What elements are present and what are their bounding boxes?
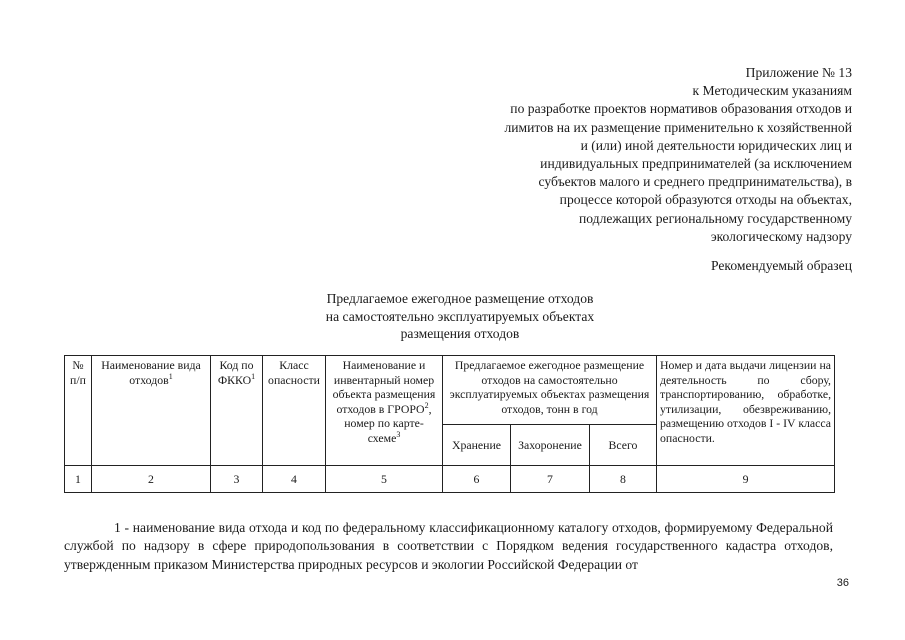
col-header-waste-name-text: Наименование вида отходов (101, 358, 201, 387)
column-number: 7 (511, 466, 590, 493)
column-number: 4 (263, 466, 326, 493)
column-number: 8 (590, 466, 657, 493)
column-number: 2 (92, 466, 211, 493)
header-line: Приложение № 13 (745, 65, 852, 80)
col-header-fkko-code-text: Код по ФККО (217, 358, 254, 387)
column-number: 6 (443, 466, 511, 493)
header-line: и (или) иной деятельности юридических лиц и (580, 137, 852, 153)
header-line: экологическому надзору (710, 228, 852, 244)
header-line: по разработке проектов нормативов образования отходов и (510, 101, 852, 117)
footnote-ref: 3 (396, 430, 401, 440)
col-header-hazard-class: Класс опасности (263, 356, 326, 466)
col-header-burial: Захоронение (511, 425, 590, 466)
footnote-ref: 1 (251, 371, 256, 381)
header-line: индивидуальных предпринимателей (за исключением (540, 156, 852, 172)
header-line: субъектов малого и среднего предпринимательства), в (538, 174, 852, 190)
title-line: на самостоятельно эксплуатируемых объектах (325, 308, 595, 324)
col-header-fkko-code (211, 356, 263, 466)
footnote-ref: 1 (168, 371, 173, 381)
footnote-text: 1 - наименование вида отхода и код по федеральному классификационному каталогу отходов, формируемому Федеральной службой по надзору в сфере природопользования в соответствии с Порядком ведения государственного кадастра отходов, утвержденным приказом Министерства природных ресурсов и экологии Российской Федерации от (64, 520, 833, 572)
table-title (260, 290, 660, 343)
col-header-license: Номер и дата выдачи лицензии на деятельность по сбору, транспортированию, обработке, утилизации, обезвреживанию, размещению отходов I - IV класса опасности. (657, 356, 835, 466)
col-header-storage: Хранение (443, 425, 511, 466)
title-line: Предлагаемое ежегодное размещение отходов (326, 291, 594, 306)
col-header-facility-text-a: Наименование и инвентарный номер объекта размещения отходов в ГРОРО (332, 358, 436, 416)
header-line: лимитов на их размещение применительно к хозяйственной (504, 119, 852, 135)
header-line: к Методическим указаниям (692, 83, 852, 99)
col-header-facility-text-b: , номер по карте-схеме (344, 401, 432, 445)
col-header-number: № п/п (65, 356, 92, 466)
footnote-ref: 2 (424, 400, 429, 410)
appendix-header (372, 64, 852, 246)
col-header-total: Всего (590, 425, 657, 466)
sample-label: Рекомендуемый образец (711, 258, 852, 273)
title-line: размещения отходов (400, 326, 520, 342)
column-number: 3 (211, 466, 263, 493)
header-line: подлежащих региональному государственному (578, 210, 852, 226)
col-header-group-placement: Предлагаемое ежегодное размещение отходов на самостоятельно эксплуатируемых объектах размещения отходов, тонн в год (443, 356, 657, 425)
column-number: 1 (65, 466, 92, 493)
col-header-facility (326, 356, 443, 466)
column-number: 9 (657, 466, 835, 493)
header-line: процессе которой образуются отходы на объектах, (559, 192, 852, 208)
col-header-waste-name (92, 356, 211, 466)
column-number: 5 (326, 466, 443, 493)
waste-placement-table (64, 355, 835, 493)
page-number: 36 (836, 577, 849, 589)
